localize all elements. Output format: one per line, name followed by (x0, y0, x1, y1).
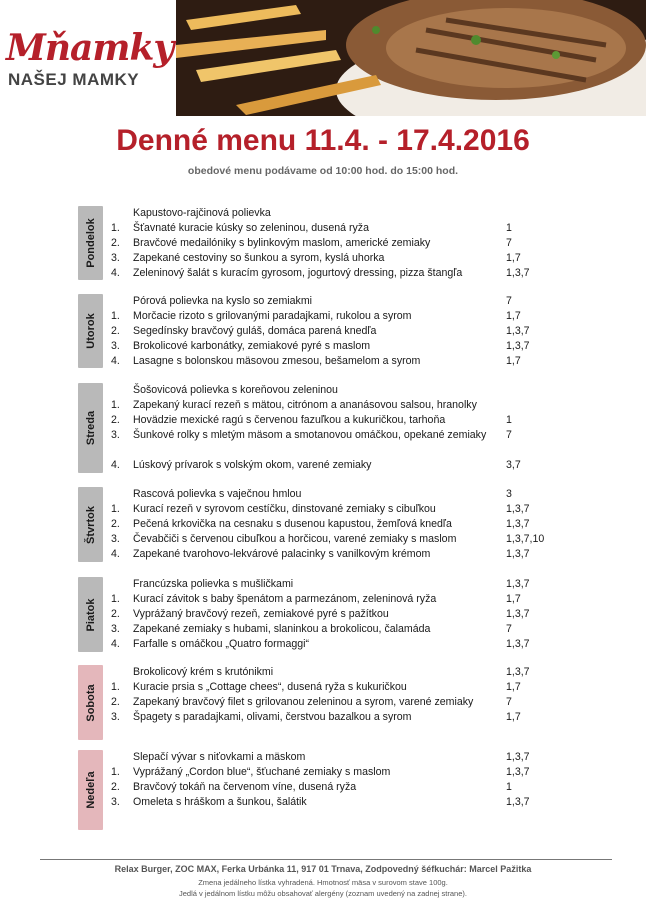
allergens: 1 (506, 414, 512, 426)
day-name: Nedeľa (84, 771, 97, 809)
meal-number: 3. (111, 711, 120, 723)
allergens: 3,7 (506, 459, 521, 471)
allergens: 1 (506, 222, 512, 234)
allergens: 1,7 (506, 711, 521, 723)
meal-name: Slepačí vývar s niťovkami a mäskom (133, 751, 306, 763)
meal-row (78, 236, 626, 250)
footer-divider (40, 859, 612, 860)
meal-name: Šunkové rolky s mletým mäsom a smotanovou omáčkou, opekané zemiaky (133, 429, 487, 441)
allergens: 1,3,7 (506, 503, 530, 515)
day-name: Pondelok (84, 218, 97, 268)
soup-row (78, 750, 626, 764)
allergens: 1,3,7 (506, 608, 530, 620)
meal-number: 1. (111, 766, 120, 778)
allergens: 1 (506, 781, 512, 793)
meal-name: Kurací závitok s baby špenátom a parmezánom, zeleninová ryža (133, 593, 437, 605)
allergens: 1,7 (506, 355, 521, 367)
meal-row (78, 458, 626, 472)
meal-number: 4. (111, 548, 120, 560)
meal-row (78, 324, 626, 338)
meal-number: 2. (111, 414, 120, 426)
allergens: 1,3,7,10 (506, 533, 545, 545)
meal-row (78, 765, 626, 779)
allergens: 1,3,7 (506, 666, 530, 678)
steak-fries-image (176, 0, 646, 116)
footer-note-1: Zmena jedálneho lístka vyhradená. Hmotnosť mäsa v surovom stave 100g. (198, 878, 448, 887)
allergens: 1,3,7 (506, 267, 530, 279)
meal-name: Zapekané cestoviny so šunkou a syrom, kyslá uhorka (133, 252, 385, 264)
allergens: 1,3,7 (506, 548, 530, 560)
meal-name: Lúskový prívarok s volským okom, varené zemiaky (133, 459, 372, 471)
meal-name: Pórová polievka na kyslo so zemiakmi (133, 295, 312, 307)
footer-address: Relax Burger, ZOC MAX, Ferka Urbánka 11, 917 01 Trnava, Zodpovedný šéfkuchár: Marcel Pažitka (114, 864, 532, 874)
meal-name: Šošovicová polievka s koreňovou zeleninou (133, 384, 338, 396)
meal-number: 3. (111, 429, 120, 441)
meal-row (78, 695, 626, 709)
meal-name: Francúzska polievka s mušličkami (133, 578, 294, 590)
meal-name: Zapekaný bravčový filet s grilovanou zeleninou a syrom, varené zemiaky (133, 696, 474, 708)
meal-number: 2. (111, 781, 120, 793)
soup-row (78, 487, 626, 501)
allergens: 7 (506, 237, 512, 249)
meal-row (78, 637, 626, 651)
meal-row (78, 547, 626, 561)
soup-row (78, 294, 626, 308)
allergens: 1,3,7 (506, 751, 530, 763)
meal-number: 4. (111, 267, 120, 279)
meal-row (78, 428, 626, 456)
meal-number: 2. (111, 518, 120, 530)
meal-name: Bravčové medailóniky s bylinkovým maslom, americké zemiaky (133, 237, 431, 249)
meal-row (78, 780, 626, 794)
meal-name: Brokolicový krém s krutónikmi (133, 666, 274, 678)
meal-name: Čevabčiči s červenou cibuľkou a horčicou, varené zemiaky s maslom (133, 533, 457, 545)
meal-row (78, 517, 626, 531)
meal-name: Segedínsky bravčový guláš, domáca parená knedľa (133, 325, 377, 337)
page-title: Denné menu 11.4. - 17.4.2016 (116, 124, 530, 157)
day-name: Streda (84, 410, 97, 446)
meal-row (78, 532, 626, 546)
allergens: 1,7 (506, 593, 521, 605)
allergens: 1,7 (506, 681, 521, 693)
meal-number: 2. (111, 237, 120, 249)
meal-number: 1. (111, 222, 120, 234)
meal-name: Zapekané tvarohovo-lekvárové palacinky s vanilkovým krémom (133, 548, 431, 560)
meal-row (78, 309, 626, 323)
meal-number: 3. (111, 796, 120, 808)
meal-name: Morčacie rizoto s grilovanými paradajkami, rukolou a syrom (133, 310, 412, 322)
meal-row (78, 266, 626, 280)
soup-row (78, 665, 626, 679)
day-name: Štvrtok (84, 505, 97, 544)
allergens: 1,7 (506, 310, 521, 322)
serving-hours: obedové menu podávame od 10:00 hod. do 15:00 hod. (187, 165, 459, 177)
allergens: 1,7 (506, 252, 521, 264)
logo-script-text: Mňamky (6, 27, 174, 69)
allergens: 1,3,7 (506, 518, 530, 530)
day-name: Sobota (84, 683, 97, 722)
day-name: Piatok (84, 597, 97, 632)
meal-number: 3. (111, 623, 120, 635)
meal-name: Rascová polievka s vaječnou hmlou (133, 488, 302, 500)
meal-name: Zapekaný kurací rezeň s mätou, citrónom a ananásovou salsou, hranolky (133, 399, 477, 411)
meal-name: Farfalle s omáčkou „Quatro formaggi“ (133, 638, 310, 650)
allergens: 1,3,7 (506, 638, 530, 650)
meal-name: Zapekané zemiaky s hubami, slaninkou a brokolicou, čalamáda (133, 623, 431, 635)
meal-number: 1. (111, 310, 120, 322)
meal-name: Omeleta s hráškom a šunkou, šalátik (133, 796, 307, 808)
meal-name: Pečená krkovička na cesnaku s dusenou kapustou, žemľová knedľa (133, 518, 452, 530)
allergens: 7 (506, 696, 512, 708)
meal-name: Kurací rezeň v syrovom cestíčku, dinstované zemiaky s cibuľkou (133, 503, 436, 515)
footer-note-2: Jedlá v jedálnom lístku môžu obsahovať alergény (zoznam uvedený na zadnej strane). (179, 889, 467, 898)
meal-name: Brokolicové karbonátky, zemiakové pyré s maslom (133, 340, 371, 352)
meal-number: 3. (111, 252, 120, 264)
meal-name: Špagety s paradajkami, olivami, čerstvou bazalkou a syrom (133, 711, 412, 723)
meal-name: Šťavnaté kuracie kúsky so zeleninou, dusená ryža (133, 222, 369, 234)
allergens: 1,3,7 (506, 325, 530, 337)
meal-row (78, 680, 626, 694)
meal-row (78, 710, 626, 724)
meal-number: 1. (111, 593, 120, 605)
meal-number: 1. (111, 681, 120, 693)
soup-row (78, 206, 626, 220)
meal-number: 2. (111, 325, 120, 337)
soup-row (78, 577, 626, 591)
meal-row (78, 592, 626, 606)
meal-number: 4. (111, 638, 120, 650)
meal-number: 1. (111, 503, 120, 515)
meal-number: 2. (111, 696, 120, 708)
allergens: 7 (506, 429, 512, 441)
header-food-photo (176, 0, 646, 116)
meal-number: 3. (111, 533, 120, 545)
allergens: 1,3,7 (506, 796, 530, 808)
meal-row (78, 339, 626, 353)
allergens: 7 (506, 295, 512, 307)
logo-subtitle: NAŠEJ MAMKY (8, 70, 140, 89)
meal-name: Zeleninový šalát s kuracím gyrosom, jogurtový dressing, pizza štangľa (133, 267, 463, 279)
meal-number: 3. (111, 340, 120, 352)
meal-number: 4. (111, 355, 120, 367)
allergens: 7 (506, 623, 512, 635)
meal-row (78, 502, 626, 516)
meal-row (78, 354, 626, 368)
meal-name: Hovädzie mexické ragú s červenou fazuľkou a kukuričkou, tarhoňa (133, 414, 446, 426)
meal-row (78, 251, 626, 265)
soup-row (78, 383, 626, 397)
meal-name: Lasagne s bolonskou mäsovou zmesou, bešamelom a syrom (133, 355, 421, 367)
meal-number: 2. (111, 608, 120, 620)
meal-row (78, 795, 626, 809)
meal-number: 4. (111, 459, 120, 471)
allergens: 1,3,7 (506, 766, 530, 778)
meal-row (78, 622, 626, 636)
meal-name: Vyprážaný „Cordon blue“, šťuchané zemiaky s maslom (133, 766, 391, 778)
meal-name: Kuracie prsia s „Cottage chees“, dusená ryža s kukuričkou (133, 681, 407, 693)
meal-name: Bravčový tokáň na červenom víne, dusená ryža (133, 781, 357, 793)
allergens: 1,3,7 (506, 578, 530, 590)
meal-name: Kapustovo-rajčinová polievka (133, 207, 271, 219)
day-name: Utorok (84, 313, 97, 349)
allergens: 3 (506, 488, 512, 500)
meal-number: 1. (111, 399, 120, 411)
meal-row (78, 413, 626, 427)
meal-row (78, 607, 626, 621)
allergens: 1,3,7 (506, 340, 530, 352)
meal-row (78, 398, 626, 412)
meal-name: Vyprážaný bravčový rezeň, zemiakové pyré s pažítkou (133, 608, 389, 620)
meal-row (78, 221, 626, 235)
